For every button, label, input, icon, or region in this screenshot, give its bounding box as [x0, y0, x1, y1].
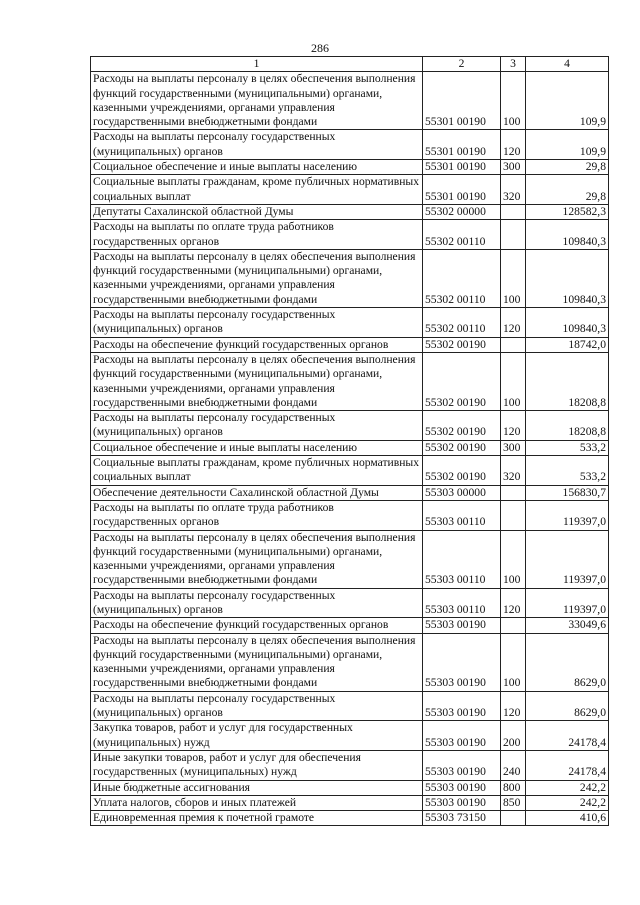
- col-header-4: 4: [526, 57, 609, 72]
- table-row: [91, 204, 609, 219]
- row-code-cell: 55301 00190: [423, 72, 501, 130]
- table-row: [91, 530, 609, 588]
- row-code-cell: 55302 00190: [423, 440, 501, 455]
- table-row: [91, 811, 609, 826]
- row-name-cell: Расходы на выплаты по оплате труда работников государственных органов: [91, 500, 423, 530]
- row-code-cell: 55302 00000: [423, 204, 501, 219]
- row-type-cell: 120: [501, 411, 526, 441]
- row-code-cell: 55303 00190: [423, 691, 501, 721]
- row-type-cell: 100: [501, 72, 526, 130]
- page-number: 286: [311, 41, 329, 55]
- row-name-cell: Расходы на выплаты персоналу государственных (муниципальных) органов: [91, 308, 423, 338]
- row-name-cell: Депутаты Сахалинской областной Думы: [91, 204, 423, 219]
- row-sum-cell: 29,8: [526, 160, 609, 175]
- row-code-cell: 55302 00190: [423, 456, 501, 486]
- row-sum-cell: 18742,0: [526, 337, 609, 352]
- row-code-cell: 55303 00110: [423, 588, 501, 618]
- table-row: [91, 750, 609, 780]
- row-type-cell: 300: [501, 440, 526, 455]
- row-sum-cell: 109840,3: [526, 308, 609, 338]
- row-sum-cell: 24178,4: [526, 750, 609, 780]
- table-row: [91, 691, 609, 721]
- row-code-cell: 55303 00190: [423, 795, 501, 810]
- row-name-cell: Иные бюджетные ассигнования: [91, 780, 423, 795]
- row-name-cell: Расходы на выплаты персоналу в целях обеспечения выполнения функций государственными (муниципальными) органами, казенными учреждениями, органами управления государственными внебюджетными фондами: [91, 530, 423, 588]
- row-code-cell: 55303 00190: [423, 633, 501, 691]
- row-code-cell: 55302 00190: [423, 337, 501, 352]
- row-sum-cell: 18208,8: [526, 411, 609, 441]
- row-type-cell: 320: [501, 456, 526, 486]
- row-name-cell: Единовременная премия к почетной грамоте: [91, 811, 423, 826]
- col-header-3: 3: [501, 57, 526, 72]
- row-name-cell: Расходы на обеспечение функций государственных органов: [91, 337, 423, 352]
- row-code-cell: 55302 00110: [423, 308, 501, 338]
- table-row: [91, 308, 609, 338]
- row-code-cell: 55303 00190: [423, 780, 501, 795]
- row-code-cell: 55302 00110: [423, 249, 501, 307]
- row-type-cell: 120: [501, 308, 526, 338]
- row-sum-cell: 33049,6: [526, 618, 609, 633]
- col-header-2: 2: [423, 57, 501, 72]
- header-row: [91, 57, 609, 72]
- row-code-cell: 55303 00190: [423, 750, 501, 780]
- row-type-cell: [501, 337, 526, 352]
- row-code-cell: 55303 00190: [423, 721, 501, 751]
- row-code-cell: 55303 00110: [423, 530, 501, 588]
- row-type-cell: 800: [501, 780, 526, 795]
- table-row: [91, 618, 609, 633]
- row-type-cell: 320: [501, 175, 526, 205]
- budget-table: [90, 56, 609, 826]
- row-sum-cell: 8629,0: [526, 691, 609, 721]
- row-sum-cell: 29,8: [526, 175, 609, 205]
- row-type-cell: 100: [501, 249, 526, 307]
- table-row: [91, 411, 609, 441]
- col-header-1: 1: [91, 57, 423, 72]
- row-code-cell: 55303 73150: [423, 811, 501, 826]
- row-code-cell: 55301 00190: [423, 175, 501, 205]
- row-type-cell: [501, 811, 526, 826]
- row-code-cell: 55301 00190: [423, 160, 501, 175]
- row-name-cell: Уплата налогов, сборов и иных платежей: [91, 795, 423, 810]
- row-code-cell: 55303 00110: [423, 500, 501, 530]
- table-row: [91, 130, 609, 160]
- row-sum-cell: 109840,3: [526, 220, 609, 250]
- row-name-cell: Расходы на выплаты персоналу государственных (муниципальных) органов: [91, 411, 423, 441]
- row-sum-cell: 242,2: [526, 780, 609, 795]
- row-type-cell: 300: [501, 160, 526, 175]
- row-name-cell: Расходы на выплаты персоналу в целях обеспечения выполнения функций государственными (муниципальными) органами, казенными учреждениями, органами управления государственными внебюджетными фондами: [91, 633, 423, 691]
- row-name-cell: Расходы на выплаты персоналу государственных (муниципальных) органов: [91, 691, 423, 721]
- row-name-cell: Расходы на выплаты персоналу государственных (муниципальных) органов: [91, 130, 423, 160]
- row-name-cell: Социальное обеспечение и иные выплаты населению: [91, 160, 423, 175]
- row-name-cell: Расходы на выплаты персоналу государственных (муниципальных) органов: [91, 588, 423, 618]
- row-sum-cell: 109840,3: [526, 249, 609, 307]
- row-sum-cell: 24178,4: [526, 721, 609, 751]
- row-sum-cell: 119397,0: [526, 500, 609, 530]
- row-type-cell: 850: [501, 795, 526, 810]
- table-row: [91, 352, 609, 410]
- table-row: [91, 72, 609, 130]
- row-code-cell: 55301 00190: [423, 130, 501, 160]
- row-name-cell: Закупка товаров, работ и услуг для государственных (муниципальных) нужд: [91, 721, 423, 751]
- row-type-cell: 240: [501, 750, 526, 780]
- row-name-cell: Социальное обеспечение и иные выплаты населению: [91, 440, 423, 455]
- table-row: [91, 337, 609, 352]
- table-row: [91, 795, 609, 810]
- row-sum-cell: 18208,8: [526, 352, 609, 410]
- row-type-cell: 100: [501, 530, 526, 588]
- table-row: [91, 500, 609, 530]
- table-row: [91, 485, 609, 500]
- row-sum-cell: 533,2: [526, 456, 609, 486]
- row-type-cell: 100: [501, 633, 526, 691]
- row-code-cell: 55302 00110: [423, 220, 501, 250]
- row-sum-cell: 119397,0: [526, 588, 609, 618]
- row-type-cell: [501, 485, 526, 500]
- row-sum-cell: 8629,0: [526, 633, 609, 691]
- row-type-cell: 120: [501, 588, 526, 618]
- row-name-cell: Социальные выплаты гражданам, кроме публичных нормативных социальных выплат: [91, 175, 423, 205]
- row-code-cell: 55303 00190: [423, 618, 501, 633]
- table-row: [91, 220, 609, 250]
- row-code-cell: 55302 00190: [423, 352, 501, 410]
- row-sum-cell: 119397,0: [526, 530, 609, 588]
- table-row: [91, 440, 609, 455]
- row-type-cell: 200: [501, 721, 526, 751]
- table-row: [91, 160, 609, 175]
- row-name-cell: Расходы на выплаты персоналу в целях обеспечения выполнения функций государственными (муниципальными) органами, казенными учреждениями, органами управления государственными внебюджетными фондами: [91, 72, 423, 130]
- table-row: [91, 249, 609, 307]
- row-sum-cell: 242,2: [526, 795, 609, 810]
- row-type-cell: 120: [501, 130, 526, 160]
- row-type-cell: 120: [501, 691, 526, 721]
- row-type-cell: [501, 618, 526, 633]
- row-name-cell: Расходы на обеспечение функций государственных органов: [91, 618, 423, 633]
- row-name-cell: Иные закупки товаров, работ и услуг для обеспечения государственных (муниципальных) нужд: [91, 750, 423, 780]
- row-type-cell: 100: [501, 352, 526, 410]
- row-sum-cell: 128582,3: [526, 204, 609, 219]
- row-type-cell: [501, 204, 526, 219]
- row-name-cell: Расходы на выплаты по оплате труда работников государственных органов: [91, 220, 423, 250]
- row-type-cell: [501, 500, 526, 530]
- row-sum-cell: 156830,7: [526, 485, 609, 500]
- row-name-cell: Социальные выплаты гражданам, кроме публичных нормативных социальных выплат: [91, 456, 423, 486]
- table-row: [91, 456, 609, 486]
- row-name-cell: Расходы на выплаты персоналу в целях обеспечения выполнения функций государственными (муниципальными) органами, казенными учреждениями, органами управления государственными внебюджетными фондами: [91, 249, 423, 307]
- row-sum-cell: 410,6: [526, 811, 609, 826]
- table-row: [91, 588, 609, 618]
- row-sum-cell: 109,9: [526, 72, 609, 130]
- row-name-cell: Расходы на выплаты персоналу в целях обеспечения выполнения функций государственными (муниципальными) органами, казенными учреждениями, органами управления государственными внебюджетными фондами: [91, 352, 423, 410]
- row-sum-cell: 533,2: [526, 440, 609, 455]
- table-row: [91, 780, 609, 795]
- row-name-cell: Обеспечение деятельности Сахалинской областной Думы: [91, 485, 423, 500]
- table-row: [91, 633, 609, 691]
- row-type-cell: [501, 220, 526, 250]
- row-code-cell: 55302 00190: [423, 411, 501, 441]
- table-row: [91, 175, 609, 205]
- row-code-cell: 55303 00000: [423, 485, 501, 500]
- table-body: [91, 72, 609, 826]
- table-row: [91, 721, 609, 751]
- row-sum-cell: 109,9: [526, 130, 609, 160]
